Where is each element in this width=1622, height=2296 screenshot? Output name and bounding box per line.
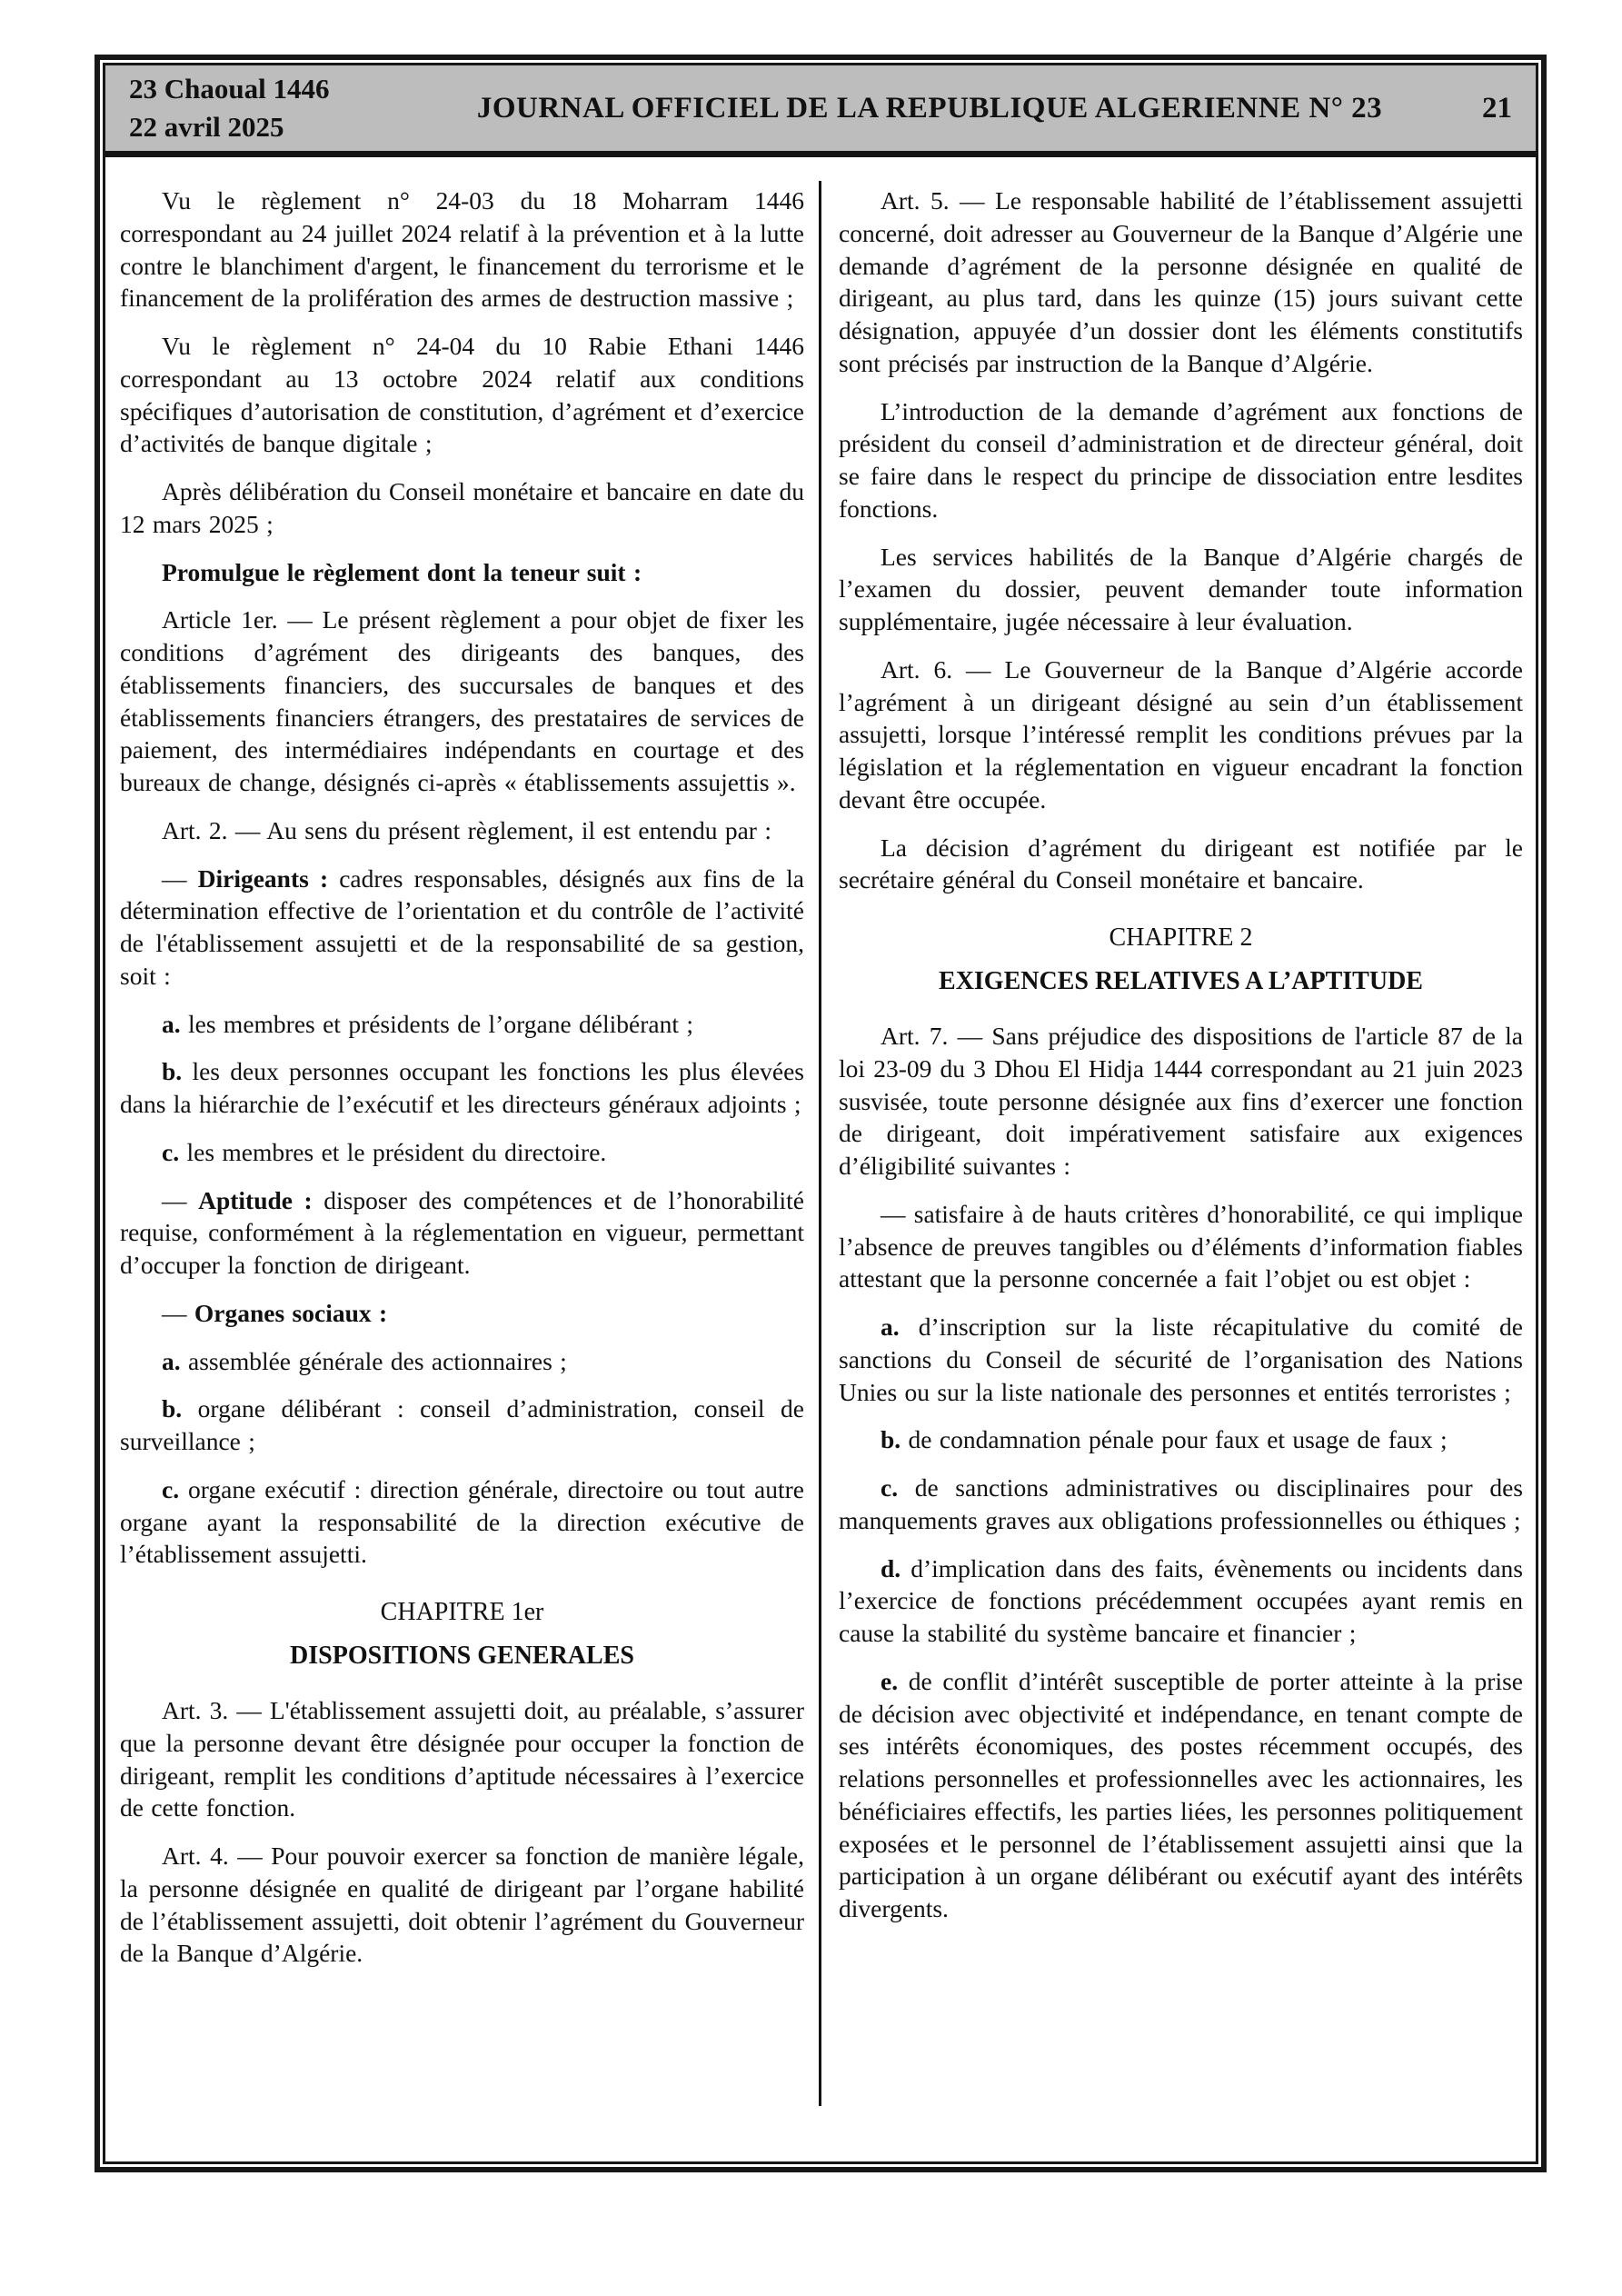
- page-inner-frame: [103, 63, 1538, 2164]
- paragraph: La décision d’agrément du dirigeant est notifiée par le secrétaire général du Conseil monétaire et bancaire.: [839, 833, 1523, 894]
- paragraph: Vu le règlement n° 24-03 du 18 Moharram 1446 correspondant au 24 juillet 2024 relatif à la prévention et à la lutte contre le blanchiment d'argent, le financement du terrorisme et le financement de la prolifération des armes de destruction massive ;: [120, 186, 804, 313]
- paragraph: Art. 4. — Pour pouvoir exercer sa fonction de manière légale, la personne désignée en qualité de dirigeant par l’organe habilité de l’établissement assujetti, doit obtenir l’agrément du Gouverneur de la Banque d’Algérie.: [120, 1842, 804, 1968]
- paragraph: Art. 7. — Sans préjudice des dispositions de l'article 87 de la loi 23-09 du 3 Dhou El Hidja 1444 correspondant au 21 juin 2023 susvisée, toute personne désignée aux fins d’exercer une fonction de dirigeant, doit impérativement satisfaire aux exigences d’éligibilité suivantes :: [839, 1022, 1523, 1180]
- paragraph: d. d’implication dans des faits, évènements ou incidents dans l’exercice de fonctions précédemment occupées ayant remis en cause la stabilité du système bancaire et financier ;: [839, 1553, 1523, 1647]
- chapter-heading-line: CHAPITRE 2: [1109, 923, 1253, 952]
- header-dates: [129, 70, 429, 146]
- columns: [120, 185, 1523, 1985]
- paragraph: b. de condamnation pénale pour faux et usage de faux ;: [881, 1425, 1448, 1454]
- paragraph: Art. 2. — Au sens du présent règlement, il est entendu par :: [162, 815, 771, 844]
- paragraph: a. d’inscription sur la liste récapitulative du comité de sanctions du Conseil de sécurité de l’organisation des Nations Unies ou sur la liste nationale des personnes et entités terroristes ;: [839, 1313, 1523, 1406]
- paragraph: c. de sanctions administratives ou disciplinaires pour des manquements graves aux obligations professionnelles ou éthiques ;: [839, 1473, 1523, 1534]
- paragraph: c. organe exécutif : direction générale, directoire ou tout autre organe ayant la responsabilité de la direction exécutive de l’établissement assujetti.: [120, 1474, 804, 1569]
- paragraph: Promulgue le règlement dont la teneur suit :: [162, 557, 642, 586]
- column-divider: [819, 181, 821, 2106]
- paragraph: — Dirigeants : cadres responsables, désignés aux fins de la détermination effective de l’orientation et du contrôle de l’activité de l'établissement assujetti et de la responsabilité de sa gestion, soit :: [120, 863, 804, 990]
- paragraph: Art. 5. — Le responsable habilité de l’établissement assujetti concerné, doit adresser au Gouverneur de la Banque d’Algérie une demande d’agrément de la personne désignée en qualité de dirigeant, au plus tard, dans les quinze (15) jours suivant cette désignation, appuyée d’un dossier dont les éléments constitutifs sont précisés par instruction de la Banque d’Algérie.: [839, 186, 1523, 377]
- paragraph: c. les membres et le président du directoire.: [162, 1137, 607, 1166]
- paragraph: e. de conflit d’intérêt susceptible de porter atteinte à la prise de décision avec objectivité et indépendance, en tenant compte de ses intérêts économiques, des postes récemment occupés, des relations personnelles et professionnelles avec les actionnaires, les bénéficiaires effectifs, les parties liées, les personnes politiquement exposées et le personnel de l’établissement assujetti ainsi que la participation à un organe délibérant ou exécutif ayant des intérêts divergents.: [839, 1666, 1523, 1922]
- chapter-heading-line: EXIGENCES RELATIVES A L’APTITUDE: [939, 967, 1423, 995]
- date-hijri: 23 Chaoual 1446: [129, 73, 330, 105]
- page-number: 21: [1482, 91, 1512, 125]
- paragraph: a. les membres et présidents de l’organe délibérant ;: [162, 1009, 693, 1038]
- right-column: [839, 185, 1523, 1985]
- chapter-heading-line: DISPOSITIONS GENERALES: [290, 1642, 634, 1670]
- paragraph: Les services habilités de la Banque d’Algérie chargés de l’examen du dossier, peuvent demander toute information supplémentaire, jugée nécessaire à leur évaluation.: [839, 542, 1523, 635]
- paragraph: a. assemblée générale des actionnaires ;: [162, 1346, 567, 1375]
- paragraph: Après délibération du Conseil monétaire et bancaire en date du 12 mars 2025 ;: [120, 477, 804, 538]
- page-frame: [95, 55, 1547, 2172]
- chapter-heading: [120, 1598, 804, 1671]
- paragraph: — Aptitude : disposer des compétences et de l’honorabilité requise, conformément à la réglementation en vigueur, permettant d’occuper la fonction de dirigeant.: [120, 1185, 804, 1279]
- paragraph: b. organe délibérant : conseil d’administration, conseil de surveillance ;: [120, 1394, 804, 1455]
- left-column: [120, 185, 804, 1985]
- paragraph: Art. 3. — L'établissement assujetti doit, au préalable, s’assurer que la personne devant être désignée pour occuper la fonction de dirigeant, remplit les conditions d’aptitude nécessaires à l’exercice de cette fonction.: [120, 1696, 804, 1822]
- paragraph: L’introduction de la demande d’agrément aux fonctions de président du conseil d’administration et de directeur général, doit se faire dans le respect du principe de dissociation entre lesdites fonctions.: [839, 396, 1523, 523]
- chapter-heading: [839, 923, 1523, 996]
- paragraph: Art. 6. — Le Gouverneur de la Banque d’Algérie accorde l’agrément à un dirigeant désigné au sein d’un établissement assujetti, lorsque l’intéressé remplit les conditions prévues par la législation et la réglementation en vigueur encadrant la fonction devant être occupée.: [839, 654, 1523, 814]
- paragraph: Vu le règlement n° 24-04 du 10 Rabie Ethani 1446 correspondant au 13 octobre 2024 relatif aux conditions spécifiques d’autorisation de constitution, d’agrément et d’exercice d’activités de banque digitale ;: [120, 332, 804, 458]
- date-gregorian: 22 avril 2025: [129, 111, 284, 143]
- paragraph: Article 1er. — Le présent règlement a pour objet de fixer les conditions d’agrément des dirigeants des banques, des établissements financiers, des succursales de banques et des établissements financiers étrangers, des prestataires de services de paiement, des intermédiaires indépendants en courtage et des bureaux de change, désignés ci-après « établissements assujettis ».: [120, 605, 804, 796]
- journal-title: JOURNAL OFFICIEL DE LA REPUBLIQUE ALGERIENNE N° 23: [476, 91, 1383, 125]
- paragraph: — satisfaire à de hauts critères d’honorabilité, ce qui implique l’absence de preuves tangibles ou d’éléments d’information fiables attestant que la personne concernée a fait l’objet ou est objet :: [839, 1199, 1523, 1293]
- page-header: [105, 65, 1536, 157]
- content-area: [105, 157, 1536, 1985]
- paragraph: b. les deux personnes occupant les fonctions les plus élevées dans la hiérarchie de l’exécutif et les directeurs généraux adjoints ;: [120, 1057, 804, 1118]
- chapter-heading-line: CHAPITRE 1er: [380, 1598, 544, 1626]
- paragraph: — Organes sociaux :: [162, 1298, 388, 1327]
